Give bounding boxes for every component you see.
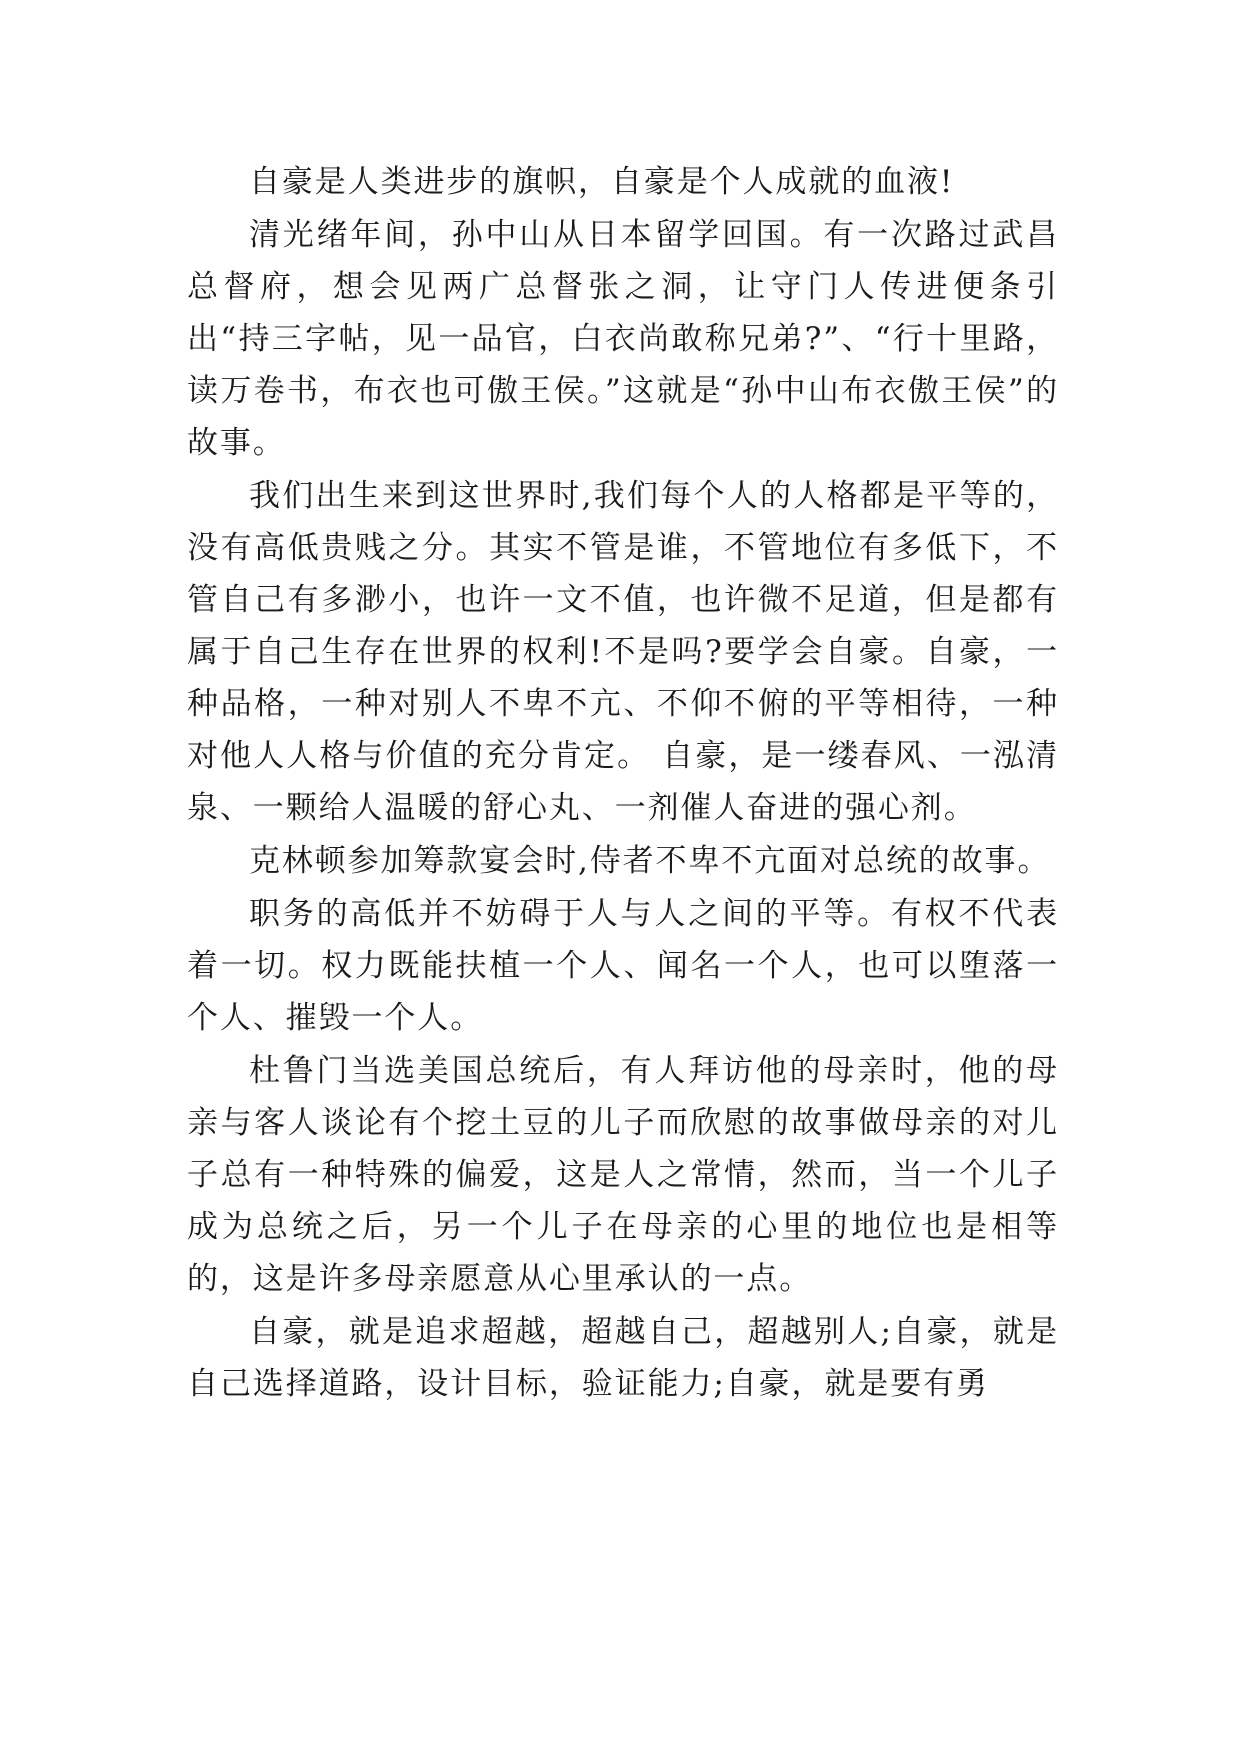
paragraph-equality-of-dignity: 我们出生来到这世界时,我们每个人的人格都是平等的，没有高低贵贱之分。其实不管是谁，不管地位有多低下，不管自己有多渺小，也许一文不值，也许微不足道，但是都有属于自己生存在世界的权利!不是吗?要学会自豪。自豪，一种品格，一种对别人不卑不亢、不仰不俯的平等相待，一种对他人人格与价值的充分肯定。 自豪，是一缕春风、一泓清泉、一颗给人温暖的舒心丸、一剂催人奋进的强心剂。 <box>187 478 1059 826</box>
paragraph-sun-yatsen-story: 清光绪年间，孙中山从日本留学回国。有一次路过武昌总督府，想会见两广总督张之洞，让守门人传进便条引出“持三字帖，见一品官，白衣尚敢称兄弟?”、“行十里路，读万卷书，布衣也可傲王侯。”这就是“孙中山布衣傲王侯”的故事。 <box>187 217 1059 461</box>
paragraph-pride-as-transcendence: 自豪，就是追求超越，超越自己，超越别人;自豪，就是自己选择道路，设计目标，验证能力;自豪，就是要有勇 <box>187 1314 1059 1402</box>
paragraph-power-and-equality: 职务的高低并不妨碍于人与人之间的平等。有权不代表着一切。权力既能扶植一个人、闻名一个人，也可以堕落一个人、摧毁一个人。 <box>187 896 1059 1036</box>
paragraph-pride-banner: 自豪是人类进步的旗帜，自豪是个人成就的血液! <box>249 164 955 200</box>
paragraph-truman-mother-story: 杜鲁门当选美国总统后，有人拜访他的母亲时，他的母亲与客人谈论有个挖土豆的儿子而欣慰的故事做母亲的对儿子总有一种特殊的偏爱，这是人之常情，然而，当一个儿子成为总统之后，另一个儿子在母亲的心里的地位也是相等的，这是许多母亲愿意从心里承认的一点。 <box>187 1053 1059 1297</box>
document-body <box>187 156 1059 1411</box>
paragraph-clinton-story: 克林顿参加筹款宴会时,侍者不卑不亢面对总统的故事。 <box>249 843 1051 879</box>
